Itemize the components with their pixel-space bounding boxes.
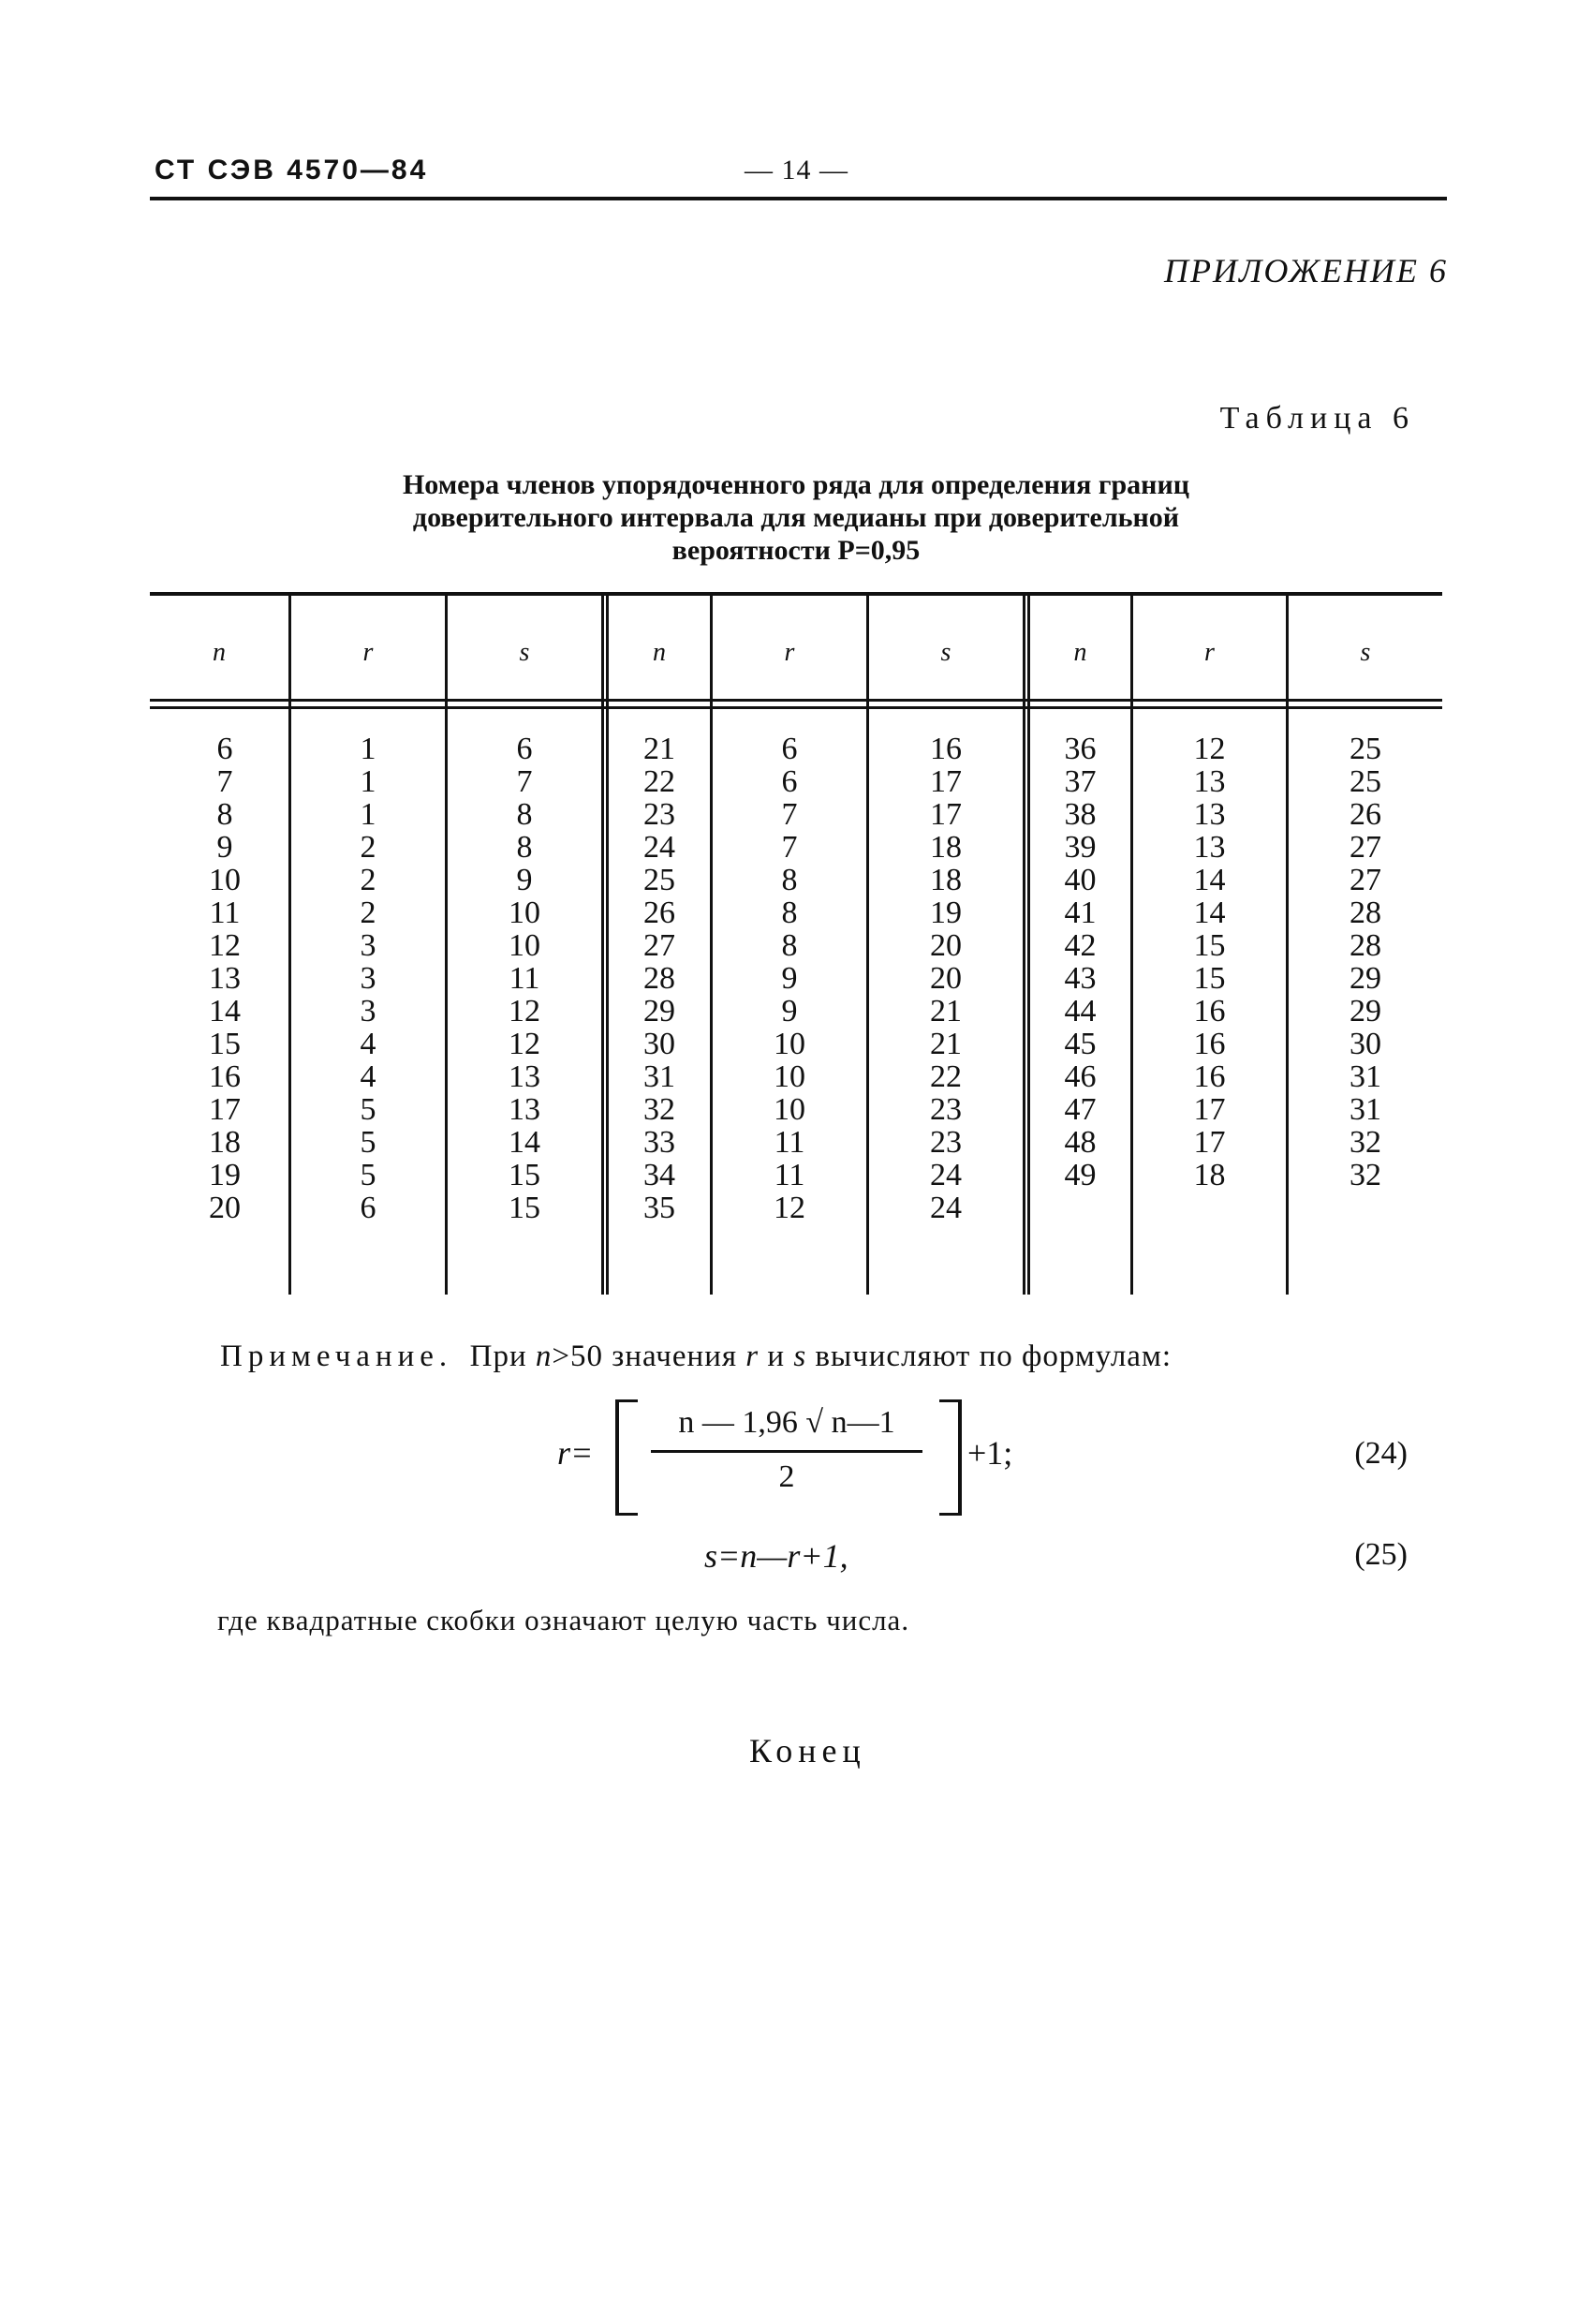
- table-cell: 19: [209, 1158, 241, 1192]
- table-cell: 44: [1064, 994, 1097, 1029]
- table-cell: 18: [930, 830, 962, 865]
- table-cell: 17: [209, 1092, 241, 1127]
- table-cell: 35: [643, 1191, 675, 1225]
- table-cell: 20: [930, 961, 962, 996]
- header-n-3: n: [1073, 638, 1087, 667]
- header-r-3: r: [1204, 638, 1215, 667]
- table-cell: 14: [1193, 863, 1226, 897]
- header-s-3: s: [1360, 638, 1371, 667]
- formula-25: s=n—r+1,: [704, 1537, 848, 1575]
- table-cell: 8: [781, 863, 798, 897]
- column-n-2: [609, 733, 710, 1224]
- table-cell: 5: [360, 1092, 376, 1127]
- table-cell: 10: [774, 1059, 805, 1094]
- table-cell: 24: [930, 1191, 962, 1225]
- table-cell: 1: [360, 764, 376, 799]
- table-cell: 15: [509, 1191, 540, 1225]
- table-cell: 23: [930, 1125, 962, 1160]
- table-cell: 8: [516, 830, 533, 865]
- table-cell: 6: [360, 1191, 376, 1225]
- table-cell: 6: [781, 764, 798, 799]
- note-label: Примечание.: [220, 1340, 453, 1373]
- page-number: — 14 —: [745, 155, 848, 185]
- table-cell: 28: [1350, 928, 1381, 963]
- table-cell: 34: [643, 1158, 675, 1192]
- appendix-title: ПРИЛОЖЕНИЕ 6: [1164, 252, 1448, 289]
- right-bracket: [939, 1399, 962, 1516]
- column-r-1: [291, 733, 445, 1224]
- table-cell: 2: [360, 863, 376, 897]
- table-cell: 1: [360, 797, 376, 832]
- table-cell: 15: [1193, 928, 1226, 963]
- median-interval-table: [150, 592, 1442, 1295]
- table-cell: 11: [509, 961, 540, 996]
- table-cell: 5: [360, 1158, 376, 1192]
- note-text-a: При: [469, 1340, 527, 1373]
- table-cell: 25: [1350, 732, 1381, 766]
- table-top-rule: [150, 592, 1442, 596]
- table-cell: 8: [781, 928, 798, 963]
- table-cell: 22: [643, 764, 675, 799]
- table-cell: 16: [930, 732, 962, 766]
- column-n-3: [1030, 733, 1130, 1192]
- note-paragraph: [220, 1340, 1172, 1374]
- table-label: Таблица 6: [1219, 401, 1415, 436]
- table-cell: 4: [360, 1059, 376, 1094]
- table-cell: 12: [509, 1027, 540, 1061]
- table-cell: 29: [643, 994, 675, 1029]
- table-cell: 48: [1064, 1125, 1097, 1160]
- table-cell: 9: [516, 863, 533, 897]
- table-cell: 39: [1064, 830, 1097, 865]
- table-cell: 17: [930, 797, 962, 832]
- table-cell: 15: [509, 1158, 540, 1192]
- column-s-1: [448, 733, 601, 1224]
- table-cell: 29: [1350, 961, 1381, 996]
- table-cell: 16: [209, 1059, 241, 1094]
- column-n-1: [150, 733, 300, 1224]
- table-cell: 14: [1193, 896, 1226, 930]
- table-cell: 41: [1064, 896, 1097, 930]
- document-id: СТ СЭВ 4570—84: [155, 155, 429, 185]
- table-cell: 8: [781, 896, 798, 930]
- table-cell: 10: [774, 1092, 805, 1127]
- table-cell: 6: [516, 732, 533, 766]
- formula-24-numerator: n — 1,96 √ n—1: [678, 1405, 895, 1440]
- table-cell: 32: [1350, 1158, 1381, 1192]
- formula-25-number: (25): [1354, 1537, 1408, 1572]
- header-s-2: s: [940, 638, 951, 667]
- table-cell: 26: [1350, 797, 1381, 832]
- column-r-2: [713, 733, 866, 1224]
- table-cell: 47: [1064, 1092, 1097, 1127]
- table-header-rule-1: [150, 699, 1442, 702]
- header-r-2: r: [784, 638, 795, 667]
- table-cell: 46: [1064, 1059, 1097, 1094]
- caption-line-3: вероятности P=0,95: [671, 535, 921, 566]
- table-cell: 27: [1350, 830, 1381, 865]
- formula-24-lhs: r=: [557, 1434, 594, 1472]
- where-text: где квадратные скобки означают целую часть числа.: [217, 1604, 910, 1636]
- column-r-3: [1133, 733, 1286, 1192]
- column-s-2: [869, 733, 1023, 1224]
- table-cell: 28: [643, 961, 675, 996]
- table-cell: 7: [781, 797, 798, 832]
- table-cell: 24: [643, 830, 675, 865]
- end-marker: Конец: [749, 1732, 866, 1769]
- table-cell: 18: [209, 1125, 241, 1160]
- formula-24-tail: +1;: [967, 1434, 1013, 1472]
- group-divider: [601, 592, 609, 1295]
- table-cell: 33: [643, 1125, 675, 1160]
- header-r-1: r: [362, 638, 374, 667]
- table-cell: 32: [1350, 1125, 1381, 1160]
- table-cell: 5: [360, 1125, 376, 1160]
- table-cell: 11: [774, 1158, 805, 1192]
- table-cell: 4: [360, 1027, 376, 1061]
- table-cell: 29: [1350, 994, 1381, 1029]
- table-cell: 31: [643, 1059, 675, 1094]
- caption-line-2: доверительного интервала для медианы при доверительной: [412, 502, 1180, 533]
- table-cell: 14: [209, 994, 241, 1029]
- table-cell: 6: [781, 732, 798, 766]
- table-cell: 27: [643, 928, 675, 963]
- table-cell: 49: [1064, 1158, 1097, 1192]
- table-cell: 40: [1064, 863, 1097, 897]
- table-cell: 43: [1064, 961, 1097, 996]
- table-cell: 38: [1064, 797, 1097, 832]
- header-s-1: s: [519, 638, 530, 667]
- table-cell: 31: [1350, 1092, 1381, 1127]
- table-cell: 15: [209, 1027, 241, 1061]
- table-cell: 8: [216, 797, 233, 832]
- table-cell: 10: [509, 896, 540, 930]
- table-cell: 7: [781, 830, 798, 865]
- table-cell: 7: [216, 764, 233, 799]
- table-cell: 2: [360, 830, 376, 865]
- fraction-bar: [651, 1450, 922, 1453]
- table-cell: 27: [1350, 863, 1381, 897]
- table-cell: 12: [774, 1191, 805, 1225]
- table-cell: 25: [1350, 764, 1381, 799]
- table-cell: 18: [1193, 1158, 1226, 1192]
- table-cell: 3: [360, 928, 376, 963]
- table-header-rule-2: [150, 706, 1442, 709]
- table-cell: 9: [781, 994, 798, 1029]
- formula-24-number: (24): [1354, 1436, 1408, 1471]
- table-cell: 16: [1193, 1027, 1226, 1061]
- table-cell: 13: [1193, 797, 1226, 832]
- table-cell: 17: [1193, 1092, 1226, 1127]
- table-cell: 18: [930, 863, 962, 897]
- table-cell: 30: [1350, 1027, 1381, 1061]
- table-cell: 13: [1193, 830, 1226, 865]
- note-text-b: вычисляют по формулам:: [815, 1340, 1172, 1373]
- table-cell: 23: [930, 1092, 962, 1127]
- table-cell: 10: [509, 928, 540, 963]
- table-cell: 21: [930, 1027, 962, 1061]
- table-cell: 15: [1193, 961, 1226, 996]
- note-condition: >50 значения: [552, 1340, 738, 1373]
- note-var-s: s: [793, 1340, 807, 1373]
- column-s-3: [1289, 733, 1442, 1192]
- table-cell: 13: [209, 961, 241, 996]
- table-cell: 17: [930, 764, 962, 799]
- table-cell: 20: [209, 1191, 241, 1225]
- table-cell: 37: [1064, 764, 1097, 799]
- table-cell: 9: [781, 961, 798, 996]
- table-cell: 12: [1193, 732, 1226, 766]
- table-cell: 3: [360, 994, 376, 1029]
- table-cell: 42: [1064, 928, 1097, 963]
- table-cell: 6: [216, 732, 233, 766]
- table-cell: 12: [209, 928, 241, 963]
- header-n-2: n: [653, 638, 666, 667]
- table-cell: 30: [643, 1027, 675, 1061]
- note-var-n: n: [535, 1340, 553, 1373]
- note-and: и: [767, 1340, 786, 1373]
- formula-24-denominator: 2: [778, 1459, 795, 1494]
- table-cell: 28: [1350, 896, 1381, 930]
- left-bracket: [615, 1399, 638, 1516]
- table-cell: 13: [1193, 764, 1226, 799]
- table-cell: 21: [930, 994, 962, 1029]
- table-cell: 3: [360, 961, 376, 996]
- table-cell: 23: [643, 797, 675, 832]
- caption-line-1: Номера членов упорядоченного ряда для определения границ: [402, 469, 1190, 500]
- table-cell: 2: [360, 896, 376, 930]
- group-divider: [1023, 592, 1030, 1295]
- table-cell: 7: [516, 764, 533, 799]
- table-cell: 10: [774, 1027, 805, 1061]
- table-cell: 8: [516, 797, 533, 832]
- table-cell: 32: [643, 1092, 675, 1127]
- table-cell: 19: [930, 896, 962, 930]
- table-cell: 22: [930, 1059, 962, 1094]
- table-cell: 9: [216, 830, 233, 865]
- table-cell: 26: [643, 896, 675, 930]
- table-cell: 45: [1064, 1027, 1097, 1061]
- table-cell: 1: [360, 732, 376, 766]
- table-cell: 14: [509, 1125, 540, 1160]
- table-cell: 31: [1350, 1059, 1381, 1094]
- table-caption: [281, 468, 1311, 567]
- table-cell: 20: [930, 928, 962, 963]
- header-n-1: n: [213, 638, 226, 667]
- table-cell: 21: [643, 732, 675, 766]
- table-cell: 13: [509, 1092, 540, 1127]
- header-rule: [150, 197, 1447, 200]
- table-cell: 25: [643, 863, 675, 897]
- formula-24: [557, 1396, 1082, 1517]
- note-var-r: r: [745, 1340, 760, 1373]
- table-cell: 11: [209, 896, 241, 930]
- table-cell: 13: [509, 1059, 540, 1094]
- table-cell: 11: [774, 1125, 805, 1160]
- table-cell: 24: [930, 1158, 962, 1192]
- table-cell: 16: [1193, 994, 1226, 1029]
- table-cell: 12: [509, 994, 540, 1029]
- table-cell: 36: [1064, 732, 1097, 766]
- table-cell: 17: [1193, 1125, 1226, 1160]
- table-cell: 10: [209, 863, 241, 897]
- table-cell: 16: [1193, 1059, 1226, 1094]
